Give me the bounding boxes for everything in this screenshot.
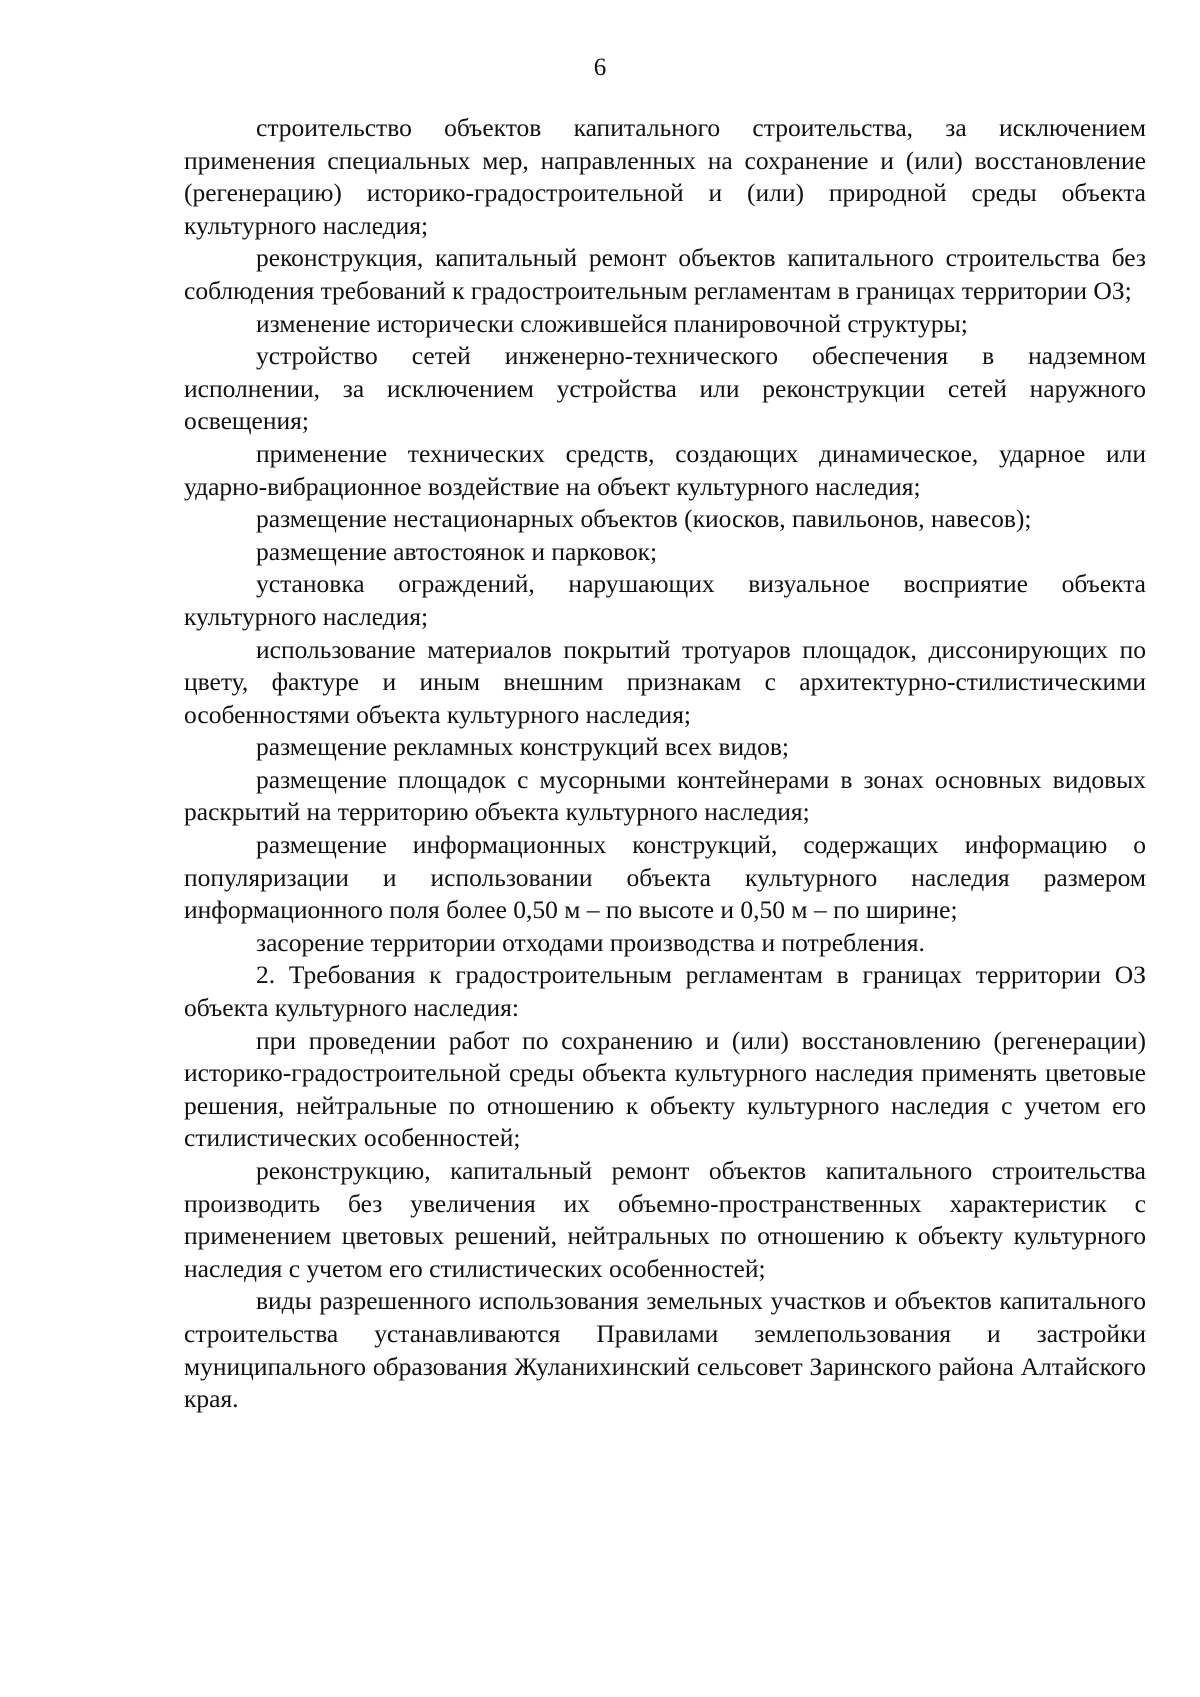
page-number: 6 bbox=[593, 54, 607, 81]
paragraph-prohibition-info-signs: размещение информационных конструкций, содержащих информацию о популяризации и использовании объекта культурного наследия размером информационного поля более 0,50 м – по высоте и 0,50 м – по ширине; bbox=[184, 830, 1146, 925]
paragraph-prohibition-vibration: применение технических средств, создающих динамическое, ударное или ударно-вибрационное воздействие на объект культурного наследия; bbox=[184, 438, 1146, 501]
paragraph-section-2-heading: 2. Требования к градостроительным регламентам в границах территории ОЗ объекта культурного наследия: bbox=[184, 960, 1146, 1023]
paragraph-prohibition-advertising: размещение рекламных конструкций всех видов; bbox=[256, 732, 790, 762]
paragraph-requirement-color-solutions: при проведении работ по сохранению и (или) восстановлению (регенерации) историко-градостроительной среды объекта культурного наследия применять цветовые решения, нейтральные по отношению к объекту культурного наследия с учетом его стилистических особенностей; bbox=[184, 1025, 1146, 1153]
paragraph-prohibition-capital-construction: строительство объектов капитального строительства, за исключением применения специальных мер, направленных на сохранение и (или) восстановление (регенерацию) историко-градостроительной и (или) природной среды объекта культурного наследия; bbox=[184, 113, 1146, 240]
paragraph-prohibition-paving-materials: использование материалов покрытий тротуаров площадок, диссонирующих по цвету, фактуре и иным внешним признакам с архитектурно-стилистическими особенностями объекта культурного наследия; bbox=[184, 634, 1146, 729]
paragraph-prohibition-parking: размещение автостоянок и парковок; bbox=[256, 536, 658, 566]
paragraph-requirement-reconstruction: реконструкцию, капитальный ремонт объектов капитального строительства производить без увеличения их объемно-пространственных характеристик с применением цветовых решений, нейтральных по отношению к объекту культурного наследия с учетом его стилистических особенностей; bbox=[184, 1156, 1146, 1283]
paragraph-prohibition-littering: засорение территории отходами производства и потребления. bbox=[256, 927, 925, 957]
paragraph-prohibition-kiosks: размещение нестационарных объектов (киосков, павильонов, навесов); bbox=[256, 504, 1032, 534]
document-body bbox=[184, 112, 1146, 1416]
paragraph-prohibition-waste-containers: размещение площадок с мусорными контейнерами в зонах основных видовых раскрытий на территорию объекта культурного наследия; bbox=[184, 764, 1146, 827]
paragraph-requirement-land-use: виды разрешенного использования земельных участков и объектов капитального строительства устанавливаются Правилами землепользования и застройки муниципального образования Жуланихинский сельсовет Заринского района Алтайского края. bbox=[184, 1286, 1146, 1414]
paragraph-prohibition-fences: установка ограждений, нарушающих визуальное восприятие объекта культурного наследия; bbox=[184, 569, 1146, 631]
paragraph-prohibition-planning-structure: изменение исторически сложившейся планировочной структуры; bbox=[256, 308, 968, 338]
paragraph-prohibition-reconstruction: реконструкция, капитальный ремонт объектов капитального строительства без соблюдения требований к градостроительным регламентам в границах территории ОЗ; bbox=[184, 243, 1146, 305]
paragraph-prohibition-overhead-networks: устройство сетей инженерно-технического обеспечения в надземном исполнении, за исключением устройства или реконструкции сетей наружного освещения; bbox=[184, 341, 1146, 436]
